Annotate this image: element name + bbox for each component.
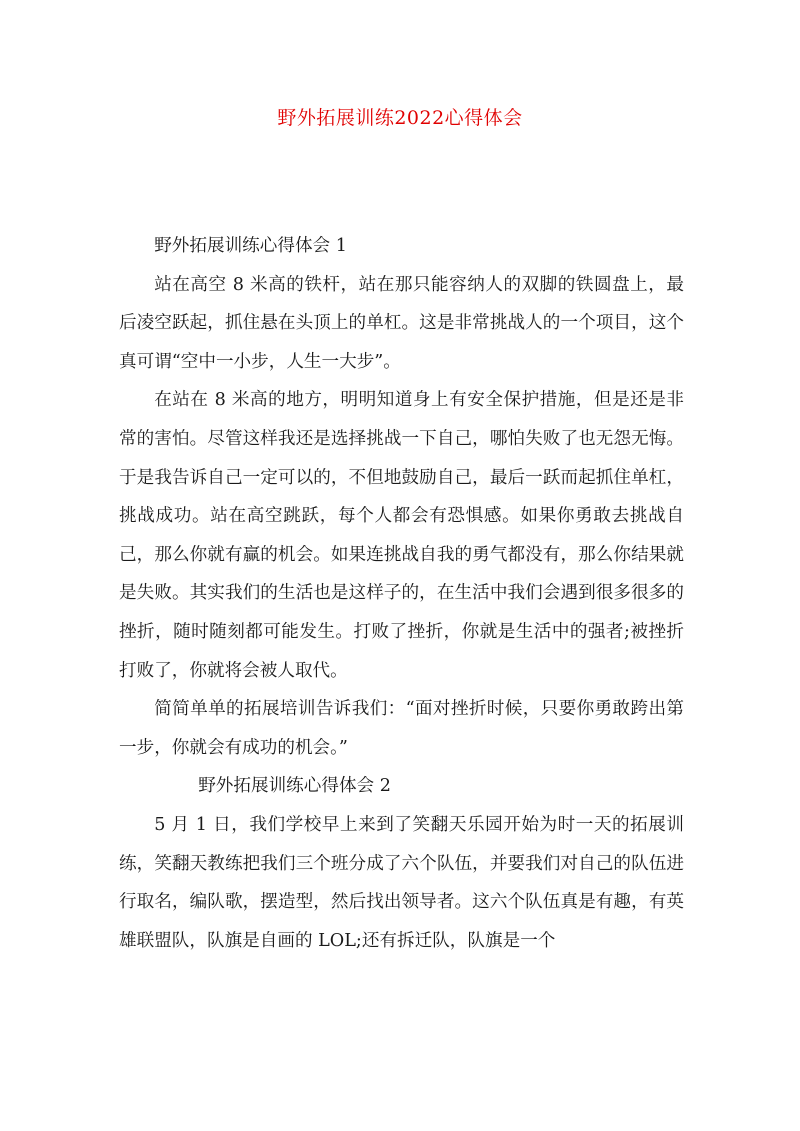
document-title: 野外拓展训练2022心得体会	[277, 107, 523, 129]
document-body	[119, 227, 684, 960]
section-heading-1: 野外拓展训练心得体会 1	[154, 236, 347, 256]
body-paragraph: 站在高空 8 米高的铁杆，站在那只能容纳人的双脚的铁圆盘上，最后凌空跃起，抓住悬在头顶上的单杠。这是非常挑战人的一个项目，这个真可谓“空中一小步，人生一大步”。	[119, 274, 684, 372]
body-paragraph: 5 月 1 日，我们学校早上来到了笑翻天乐园开始为时一天的拓展训练，笑翻天教练把我们三个班分成了六个队伍，并要我们对自己的队伍进行取名，编队歌，摆造型，然后找出领导者。这六个队伍真是有趣，有英雄联盟队，队旗是自画的 LOL;还有拆迁队，队旗是一个	[119, 814, 684, 951]
section-heading-2: 野外拓展训练心得体会 2	[198, 776, 391, 797]
body-paragraph: 简简单单的拓展培训告诉我们：“面对挫折时候，只要你勇敢跨出第一步，你就会有成功的机会。”	[119, 699, 684, 758]
body-paragraph: 在站在 8 米高的地方，明明知道身上有安全保护措施，但是还是非常的害怕。尽管这样我还是选择挑战一下自己，哪怕失败了也无怨无悔。于是我告诉自己一定可以的，不但地鼓励自己，最后一跃而起抓住单杠，挑战成功。站在高空跳跃，每个人都会有恐惧感。如果你勇敢去挑战自己，那么你就有赢的机会。如果连挑战自我的勇气都没有，那么你结果就是失败。其实我们的生活也是这样子的，在生活中我们会遇到很多很多的挫折，随时随刻都可能发生。打败了挫折，你就是生活中的强者;被挫折打败了，你就将会被人取代。	[119, 390, 684, 681]
